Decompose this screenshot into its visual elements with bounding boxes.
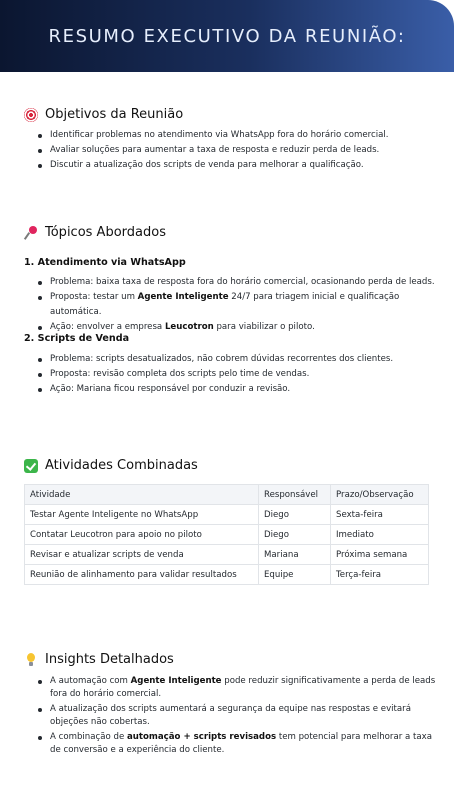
list-item: Proposta: revisão completa dos scripts pelo time de vendas.: [38, 367, 438, 382]
section-activities-heading: [24, 458, 198, 473]
activities-table: [24, 484, 429, 585]
header-banner: [0, 0, 454, 72]
topic-list: [38, 275, 438, 335]
page-title: RESUMO EXECUTIVO DA REUNIÃO:: [48, 25, 406, 47]
list-item: Ação: envolver a empresa Leucotron para viabilizar o piloto.: [38, 320, 438, 335]
table-cell: Próxima semana: [331, 545, 429, 565]
section-topics-heading: [24, 225, 166, 240]
list-item: Problema: baixa taxa de resposta fora do horário comercial, ocasionando perda de leads.: [38, 275, 438, 290]
table-cell: Mariana: [259, 545, 331, 565]
table-cell: Equipe: [259, 565, 331, 585]
table-cell: Revisar e atualizar scripts de venda: [25, 545, 259, 565]
table-cell: Diego: [259, 505, 331, 525]
check-mark-icon: [24, 459, 38, 473]
table-cell: Testar Agente Inteligente no WhatsApp: [25, 505, 259, 525]
list-item: Ação: Mariana ficou responsável por conduzir a revisão.: [38, 382, 438, 397]
insights-list: [38, 675, 438, 759]
topic-heading: 1. Atendimento via WhatsApp: [24, 257, 186, 268]
objectives-list: [38, 128, 438, 173]
list-item: Proposta: testar um Agente Inteligente 24/7 para triagem inicial e qualificação automática.: [38, 290, 438, 320]
section-insights-heading: [24, 652, 174, 667]
list-item: A automação com Agente Inteligente pode reduzir significativamente a perda de leads fora do horário comercial.: [38, 675, 438, 701]
section-title: Atividades Combinadas: [45, 458, 198, 473]
section-title: Tópicos Abordados: [45, 225, 166, 240]
list-item: Avaliar soluções para aumentar a taxa de resposta e reduzir perda de leads.: [38, 143, 438, 158]
light-bulb-icon: [24, 653, 38, 667]
list-item: Discutir a atualização dos scripts de venda para melhorar a qualificação.: [38, 158, 438, 173]
table-row: [25, 545, 429, 565]
list-item: Problema: scripts desatualizados, não cobrem dúvidas recorrentes dos clientes.: [38, 352, 438, 367]
table-row: [25, 565, 429, 585]
pushpin-icon: [24, 226, 38, 240]
target-icon: [24, 108, 38, 122]
column-header: Responsável: [259, 485, 331, 505]
table-header-row: [25, 485, 429, 505]
table-row: [25, 525, 429, 545]
table-cell: Terça-feira: [331, 565, 429, 585]
list-item: A atualização dos scripts aumentará a segurança da equipe nas respostas e evitará objeções não cobertas.: [38, 703, 438, 729]
column-header: Prazo/Observação: [331, 485, 429, 505]
section-title: Objetivos da Reunião: [45, 107, 184, 122]
list-item: A combinação de automação + scripts revisados tem potencial para melhorar a taxa de conversão e a experiência do cliente.: [38, 731, 438, 757]
section-title: Insights Detalhados: [45, 652, 174, 667]
table-cell: Contatar Leucotron para apoio no piloto: [25, 525, 259, 545]
table-cell: Imediato: [331, 525, 429, 545]
table-cell: Sexta-feira: [331, 505, 429, 525]
section-objectives-heading: [24, 107, 183, 122]
column-header: Atividade: [25, 485, 259, 505]
topic-heading: 2. Scripts de Venda: [24, 333, 130, 344]
list-item: Identificar problemas no atendimento via WhatsApp fora do horário comercial.: [38, 128, 438, 143]
table-row: [25, 505, 429, 525]
table-cell: Reunião de alinhamento para validar resultados: [25, 565, 259, 585]
topic-list: [38, 352, 438, 397]
table-cell: Diego: [259, 525, 331, 545]
